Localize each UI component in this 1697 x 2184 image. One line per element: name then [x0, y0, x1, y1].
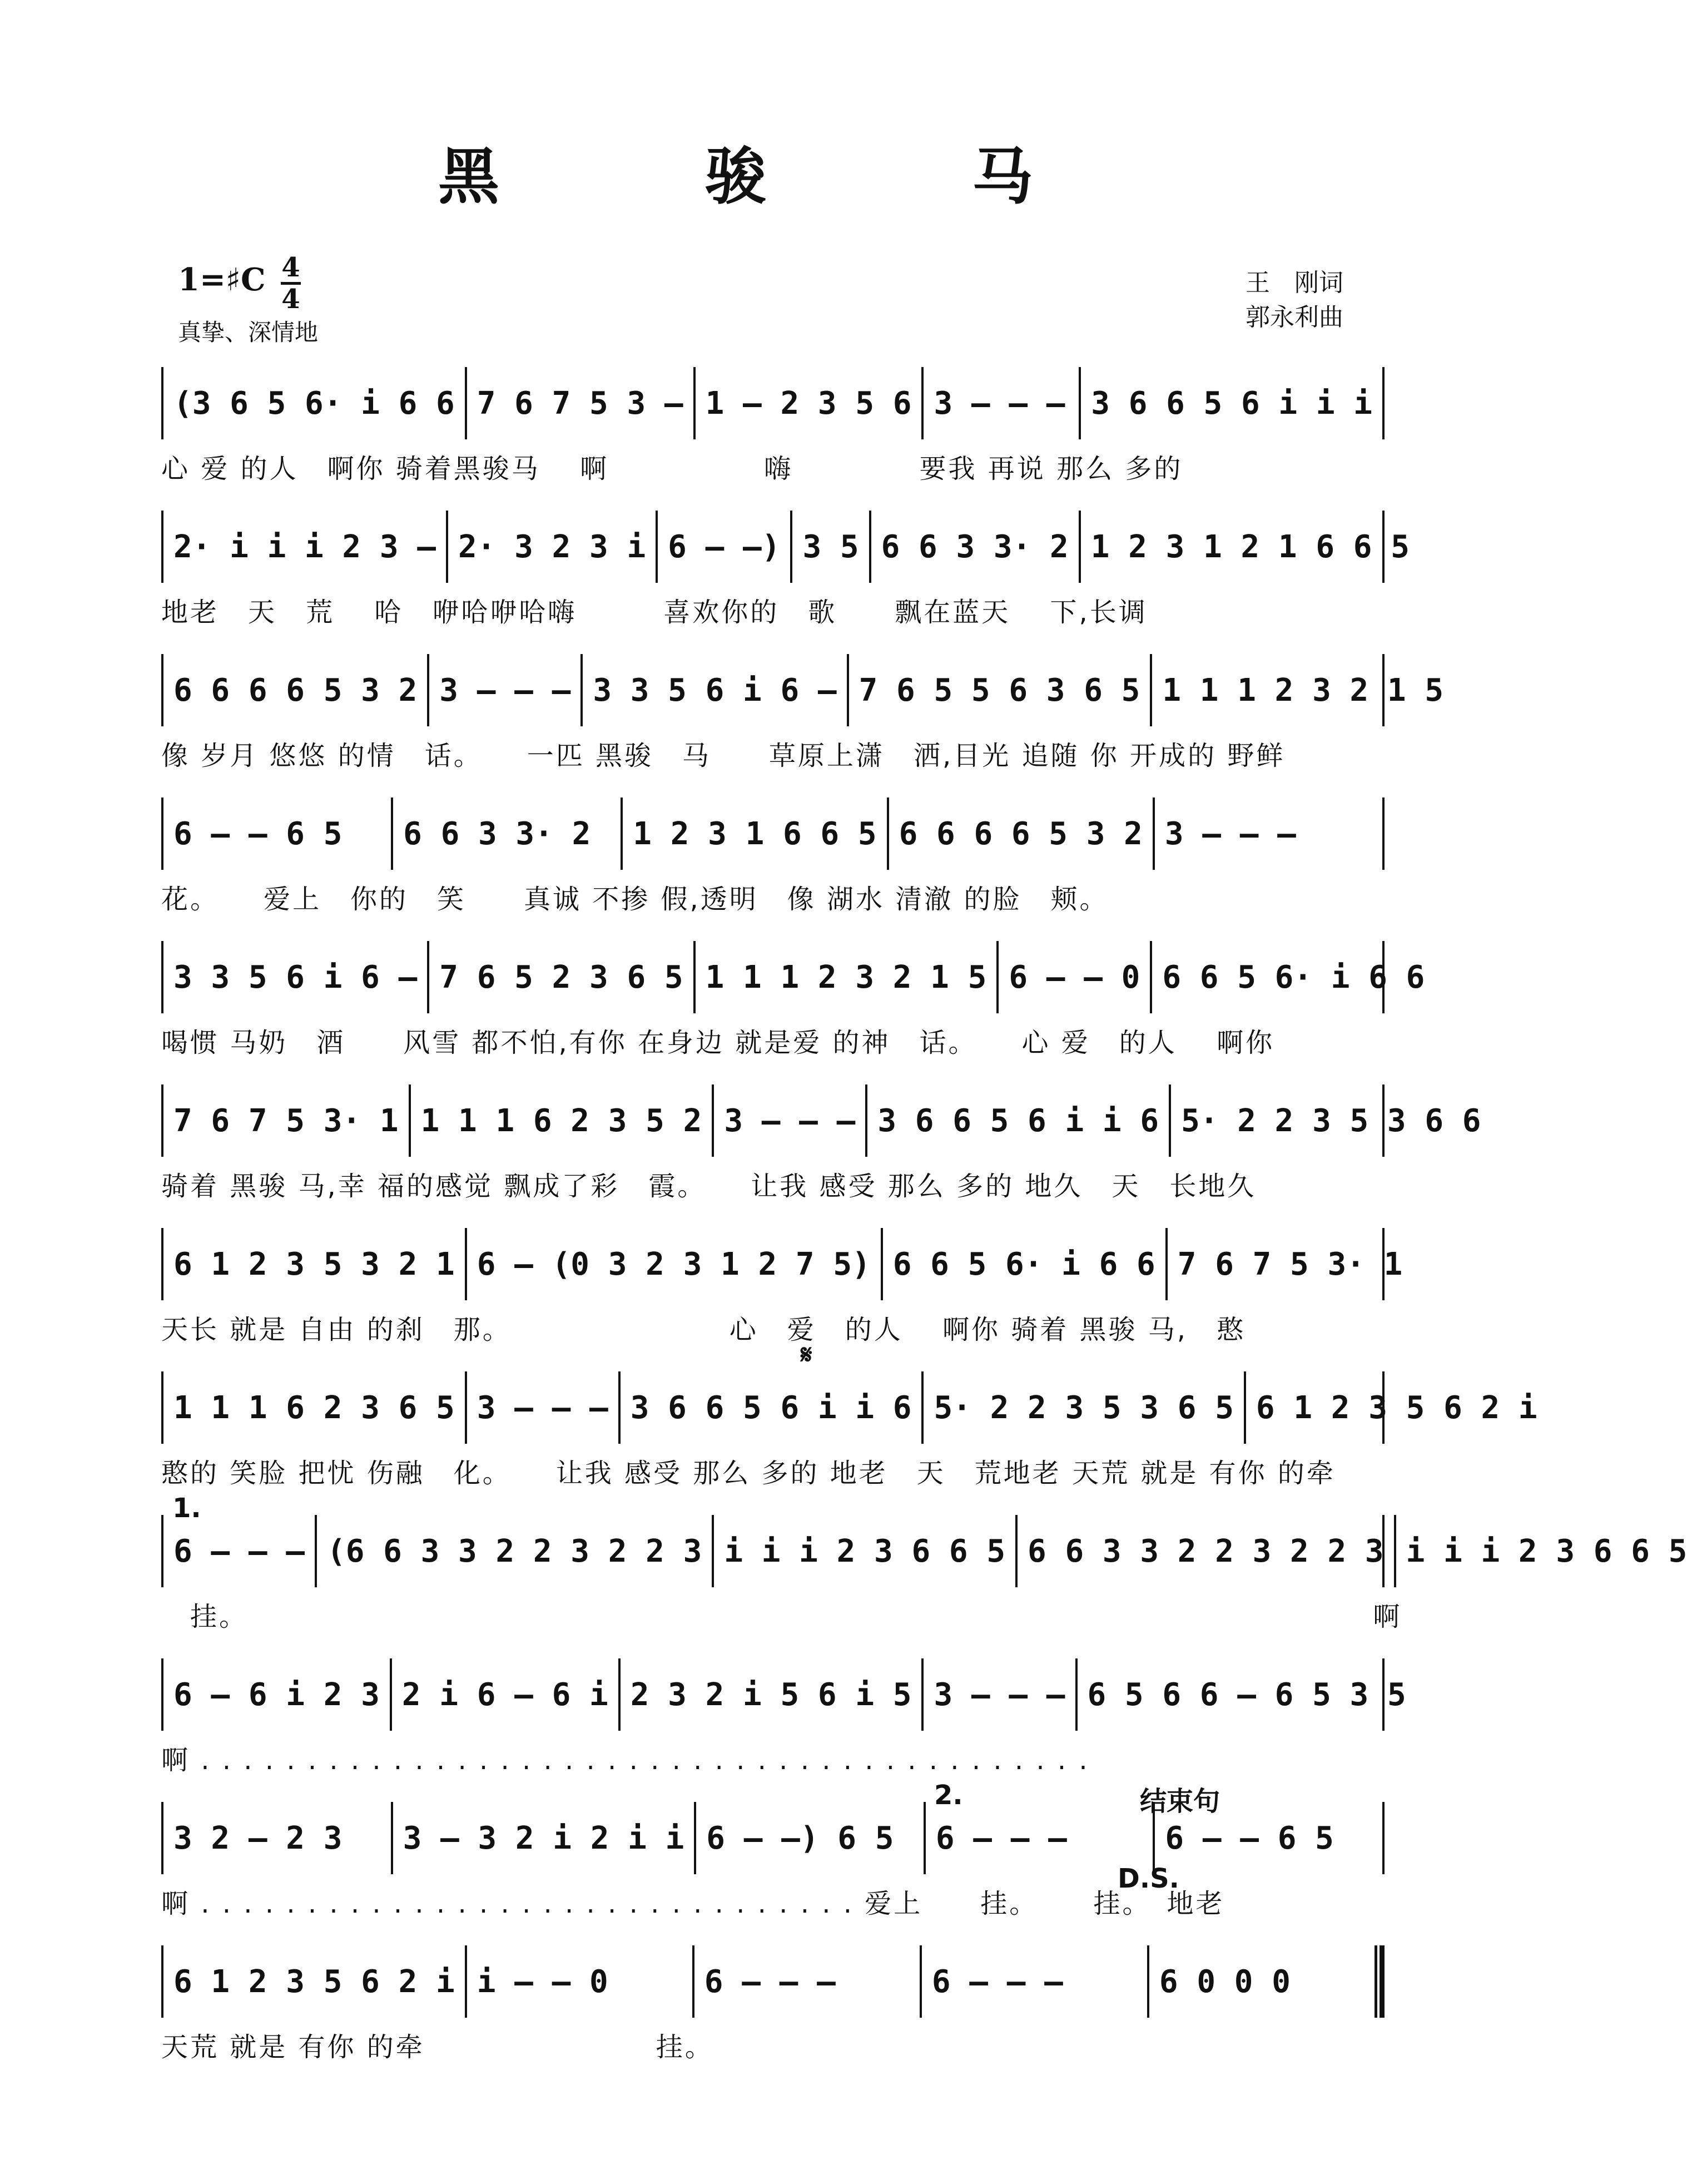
measure: 1 1 1 2 3 2 1 5 [696, 941, 999, 1013]
score-system [161, 798, 1385, 916]
measure: 6 6 5 6· i 6 6 [883, 1228, 1168, 1300]
measure: 6 6 3 3· 2 [393, 798, 623, 870]
score-system [161, 941, 1425, 1059]
measure: 6 – (0 3 2 3 1 2 7 5) [467, 1228, 883, 1300]
notation-line [161, 1945, 1385, 2018]
measure: 3 – – – [1164, 815, 1296, 852]
lyricist: 王 刚词 [1246, 269, 1343, 297]
measure: 6 5 6 6 – 6 5 3 5 [1087, 1676, 1406, 1713]
measure: 3 6 6 5 6 i i i [1091, 385, 1372, 422]
measure: 6 0 0 0 [1149, 1945, 1382, 2018]
credits [1246, 266, 1343, 335]
measure: 3 5 [792, 511, 871, 583]
measure: 6 – –) 6 5 [696, 1802, 926, 1874]
segno-mark: 𝄋 [801, 1339, 812, 1370]
expression-marking: 真挚、深情地 [178, 319, 319, 346]
notation-line [161, 941, 1425, 1013]
measure: 1 2 3 1 2 1 6 6 5 [1090, 528, 1410, 565]
measure: 3 – 3 2 i 2 i i [393, 1802, 697, 1874]
notation-line [161, 654, 1444, 726]
score-system [161, 1493, 1688, 1633]
lyrics-line: 骑着 黑骏 马,幸 福的感觉 飘成了彩 霞。 让我 感受 那么 多的 地久 天 长地久 [161, 1171, 1257, 1202]
measure: 3 – – – [924, 367, 1081, 439]
score-system [161, 1371, 1537, 1490]
score-system [161, 1084, 1481, 1203]
measure: 6 6 6 6 5 3 2 [889, 798, 1155, 870]
measure: i – – 0 [467, 1945, 694, 2018]
lyrics-line: 挂。 啊 [161, 1601, 1402, 1632]
notation-line [161, 1658, 1406, 1731]
ending-label: 结束句 [1140, 1786, 1220, 1817]
measure: 6 – – – [922, 1945, 1149, 2018]
measure: 6 – – – [694, 1945, 922, 2018]
score-system [161, 367, 1385, 486]
measure: 3 – – – [467, 1371, 621, 1444]
measure: i i i 2 3 6 6 5 [714, 1515, 1018, 1587]
volta-2-mark: 2. [934, 1780, 963, 1811]
measure: 2· 3 2 3 i [448, 511, 658, 583]
measure: 6 1 2 3 5 3 2 1 [163, 1228, 467, 1300]
measure: 5· 2 2 3 5 3 6 6 [1181, 1102, 1481, 1139]
measure: 3 3 5 6 i 6 – [583, 654, 848, 726]
time-signature-top: 4 [281, 252, 300, 283]
measure: 2· i i i 2 3 – [163, 511, 448, 583]
measure: 6 1 2 3 5 6 2 i [163, 1945, 467, 2018]
measure: 7 6 7 5 3· 1 [1177, 1246, 1403, 1282]
measure: 3 6 6 5 6 i i 6 [867, 1084, 1171, 1157]
measure: 1 2 3 1 6 6 5 [623, 798, 889, 870]
notation-line [161, 1371, 1537, 1444]
key-signature: 1=♯C [178, 261, 266, 298]
measure: 6 – – 6 5 [1165, 1820, 1334, 1856]
measure: 6 – – 6 5 [163, 798, 393, 870]
measure: 6 – 6 i 2 3 [163, 1658, 392, 1731]
measure: 3 – – – [924, 1658, 1077, 1731]
measure: 1 1 1 2 3 2 1 5 [1162, 672, 1444, 709]
measure: 6 – – 0 [999, 941, 1152, 1013]
measure: 7 6 5 2 3 6 5 [429, 941, 695, 1013]
measure: 6 – – – [926, 1802, 1155, 1874]
measure: 3 – – – [429, 654, 583, 726]
time-signature [281, 253, 301, 314]
notation-line [161, 1084, 1481, 1157]
notation-line [161, 1228, 1403, 1300]
measure: 1 1 1 6 2 3 5 2 [411, 1084, 714, 1157]
score-system [161, 1780, 1385, 1920]
notation-line [161, 511, 1410, 583]
lyrics-line: 地老 天 荒 哈 咿哈咿哈嗨 喜欢你的 歌 飘在蓝天 下,长调 [161, 597, 1148, 628]
lyrics-line: 心 爱 的人 啊你 骑着黑骏马 啊 嗨 要我 再说 那么 多的 [161, 453, 1183, 484]
score-system [161, 654, 1444, 772]
measure: 3 – – – [714, 1084, 867, 1157]
lyrics-line: 花。 爱上 你的 笑 真诚 不掺 假,透明 像 湖水 清澈 的脸 颊。 [161, 884, 1109, 915]
score-system [161, 511, 1410, 629]
measure: 6 – – – [163, 1515, 317, 1587]
measure: 7 6 5 5 6 3 6 5 [849, 654, 1153, 726]
measure: 7 6 7 5 3· 1 [163, 1084, 411, 1157]
lyrics-line: 天长 就是 自由 的刹 那。 心 爱 的人 啊你 骑着 黑骏 马, 憨 [161, 1314, 1246, 1345]
measure: 2 i 6 – 6 i [392, 1658, 621, 1731]
measure: 2 3 2 i 5 6 i 5 [621, 1658, 924, 1731]
ds-mark: D.S. [1118, 1863, 1179, 1894]
measure: 6 1 2 3 5 6 2 i [1256, 1389, 1537, 1426]
score-system [161, 1945, 1385, 2064]
composer: 郭永利曲 [1246, 303, 1343, 331]
lyrics-line: 喝惯 马奶 酒 风雪 都不怕,有你 在身边 就是爱 的神 话。 心 爱 的人 啊你 [161, 1027, 1275, 1058]
time-signature-bottom: 4 [281, 284, 300, 315]
measure: 6 6 5 6· i 6 6 [1162, 959, 1425, 996]
notation-line [161, 798, 1385, 870]
measure: 6 6 3 3 2 2 3 2 2 3 [1018, 1515, 1396, 1587]
measure: 1 1 1 6 2 3 6 5 [163, 1371, 467, 1444]
measure: 6 6 3 3· 2 [871, 511, 1081, 583]
score-system [161, 1658, 1406, 1777]
lyrics-line: 啊 . . . . . . . . . . . . . . . . . . . . . . . . . . . . . . . . . . . . . . . . . . [161, 1745, 1090, 1776]
lyrics-line: 天荒 就是 有你 的牵 挂。 [161, 2032, 714, 2063]
notation-line [161, 1515, 1688, 1587]
measure: 1 – 2 3 5 6 [696, 367, 924, 439]
measure: 3 6 6 5 6 i i 6 [621, 1371, 924, 1444]
measure: 7 6 7 5 3 – [467, 367, 696, 439]
lyrics-line: 憨的 笑脸 把忧 伤融 化。 让我 感受 那么 多的 地老 天 荒地老 天荒 就是 有你 的牵 [161, 1458, 1336, 1489]
measure: i i i 2 3 6 6 5 [1406, 1533, 1688, 1569]
lyrics-line: 啊 . . . . . . . . . . . . . . . . . . . . . . . . . . . . . . . 爱上 挂。 挂。 地老 [161, 1888, 1225, 1919]
measure: 6 6 6 6 5 3 2 [163, 654, 429, 726]
measure: 5· 2 2 3 5 3 6 5 [924, 1371, 1246, 1444]
measure: 3 2 – 2 3 [163, 1802, 393, 1874]
measure: 3 3 5 6 i 6 – [163, 941, 429, 1013]
measure: (6 6 3 3 2 2 3 2 2 3 [317, 1515, 714, 1587]
lyrics-line: 像 岁月 悠悠 的情 话。 一匹 黑骏 马 草原上潇 洒,目光 追随 你 开成的 野鲜 [161, 740, 1286, 771]
measure: 6 – –) [658, 511, 792, 583]
volta-1-mark: 1. [172, 1493, 201, 1524]
measure: (3 6 5 6· i 6 6 [163, 367, 467, 439]
score-system [161, 1228, 1403, 1370]
notation-line [161, 367, 1385, 439]
song-title: 黑 骏 马 [438, 141, 1105, 212]
